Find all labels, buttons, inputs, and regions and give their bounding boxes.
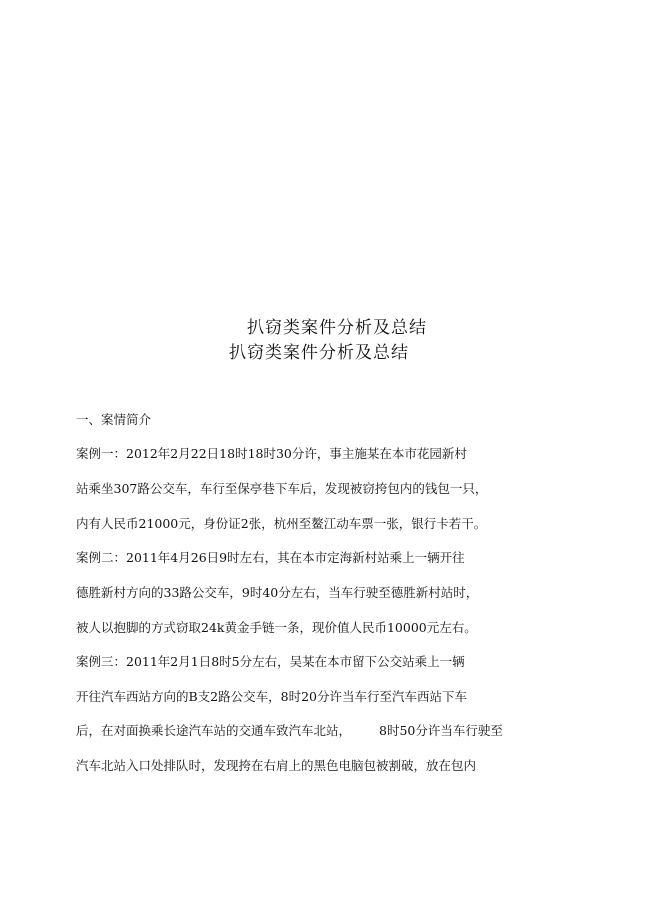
paragraph-line: 案例一：2012年2月22日18时18时30分许，事主施某在本市花园新村 (76, 446, 467, 461)
document-title: 扒窃类案件分析及总结 (247, 318, 427, 338)
paragraph-line: 内有人民币21000元，身份证2张，杭州至鳌江动车票一张，银行卡若干。 (76, 516, 487, 531)
paragraph-line-split (76, 722, 503, 740)
paragraph-line-part-a: 后，在对面换乘长途汽车站的交通车致汽车北站， (76, 723, 352, 738)
paragraph-line: 德胜新村方向的33路公交车，9时40分左右，当车行驶至德胜新村站时， (76, 585, 479, 600)
paragraph-line: 案例二：2011年4月26日9时左右，其在本市定海新村站乘上一辆开往 (76, 550, 465, 565)
paragraph-line: 站乘坐307路公交车，车行至保亭巷下车后，发现被窃挎包内的钱包一只， (76, 481, 488, 496)
section-heading: 一、案情简介 (76, 412, 152, 427)
paragraph-line-part-b: 8时50分许当车行驶至 (379, 723, 503, 738)
paragraph-line: 案例三：2011年2月1日8时5分左右，吴某在本市留下公交站乘上一辆 (76, 654, 465, 669)
paragraph-line: 开往汽车西站方向的B支2路公交车，8时20分许当车行至汽车西站下车 (76, 689, 467, 704)
paragraph-line: 汽车北站入口处排队时，发现挎在右肩上的黑色电脑包被割破，放在包内 (76, 758, 477, 773)
document-title-duplicate: 扒窃类案件分析及总结 (229, 343, 409, 363)
paragraph-line: 被人以抱脚的方式窃取24k黄金手链一条，现价值人民币10000元左右。 (76, 620, 477, 635)
